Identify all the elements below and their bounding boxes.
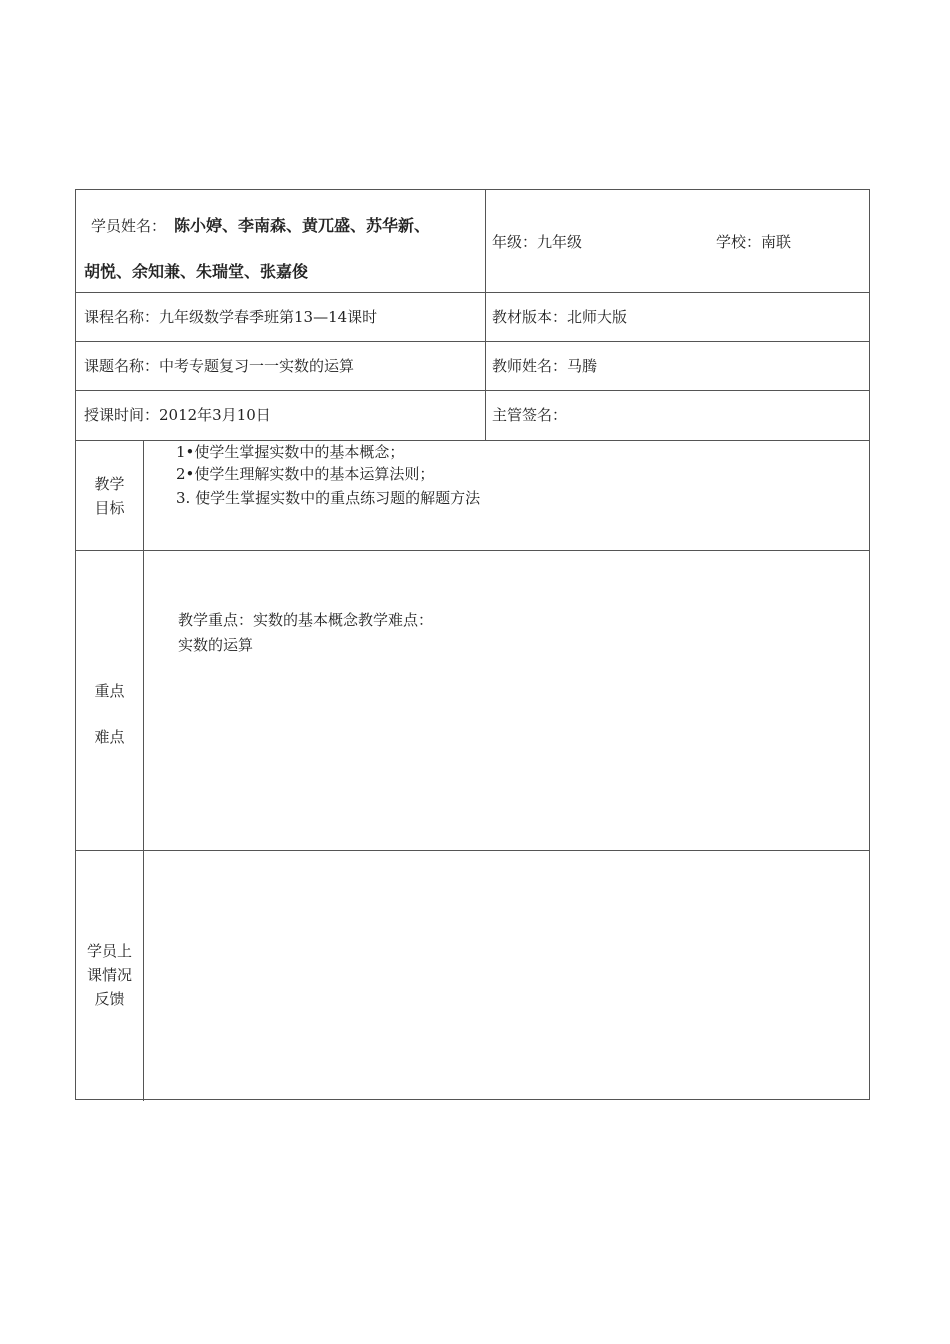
row-divider [76, 292, 869, 293]
school-field: 学校：南联 [716, 233, 792, 251]
feedback-label-line1: 学员上 [86, 942, 132, 960]
keypoints-line2: 实数的运算 [178, 636, 254, 654]
objectives-label [76, 472, 143, 520]
keypoints-line1: 教学重点：实数的基本概念教学难点： [178, 611, 434, 629]
lesson-record-table [75, 189, 870, 1100]
row-divider [76, 850, 869, 851]
keypoints-label-line1: 重点 [94, 682, 125, 700]
grade-field: 年级：九年级 [492, 233, 583, 251]
objectives-label-line2: 目标 [94, 499, 125, 517]
row-divider [76, 341, 869, 342]
supervisor-signature-field: 主管签名： [492, 406, 568, 424]
column-divider [143, 440, 144, 1101]
feedback-label [76, 939, 143, 1011]
feedback-label-line3: 反馈 [94, 990, 125, 1008]
objective-item: 1•使学生掌握实数中的基本概念； [176, 443, 405, 461]
objective-item: 3. 使学生掌握实数中的重点练习题的解题方法 [176, 489, 481, 507]
teacher-field: 教师姓名：马腾 [492, 357, 598, 375]
keypoints-label [76, 668, 143, 760]
students-names-line1: 陈小婷、李南森、黄兀盛、苏华新、 [174, 216, 431, 235]
column-divider [485, 190, 486, 440]
topic-field: 课题名称：中考专题复习一一实数的运算 [84, 357, 355, 375]
row-divider [76, 390, 869, 391]
row-divider [76, 550, 869, 551]
objectives-label-line1: 教学 [94, 475, 125, 493]
students-label: 学员姓名： [91, 217, 167, 235]
feedback-label-line2: 课情况 [86, 966, 132, 984]
textbook-field: 教材版本：北师大版 [492, 308, 628, 326]
objective-item: 2•使学生理解实数中的基本运算法则； [176, 465, 435, 483]
keypoints-label-line2: 难点 [94, 728, 125, 746]
students-names-line2: 胡悦、余知兼、朱瑞堂、张嘉俊 [84, 262, 309, 281]
course-name-field: 课程名称：九年级数学春季班第13—14课时 [84, 308, 378, 326]
date-field: 授课时间：2012年3月10日 [84, 406, 271, 424]
